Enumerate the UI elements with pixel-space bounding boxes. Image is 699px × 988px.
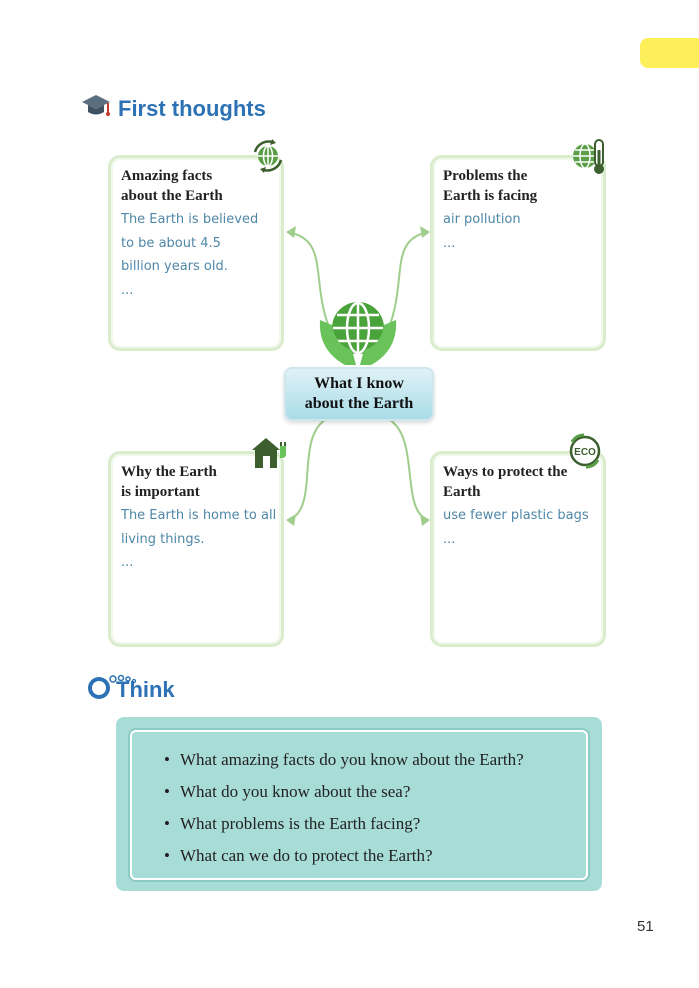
answer-line: ... (443, 531, 456, 547)
think-questions-frame (130, 730, 588, 880)
answer-line: The Earth is home to all (121, 508, 277, 523)
box-amazing-facts (108, 155, 284, 351)
box-title: Amazing facts about the Earth (121, 168, 223, 204)
box-answers (121, 208, 286, 302)
connector-bottom-right (390, 420, 428, 520)
think-question-list (132, 744, 524, 872)
arrowhead-bottom-right (420, 514, 430, 526)
box-title: Why the Earth is important (121, 464, 217, 500)
globe-thermometer-icon (570, 138, 608, 181)
box-answers (443, 208, 608, 255)
recycle-globe-icon (250, 138, 286, 179)
think-question: • What can we do to protect the Earth? (180, 840, 524, 872)
box-title: Ways to protect the Earth (443, 464, 568, 500)
center-topic-label: What I know about the Earth (284, 367, 434, 421)
box-problems (430, 155, 606, 351)
answer-line: ... (121, 555, 134, 570)
answer-line: The Earth is believed (121, 212, 259, 227)
answer-line: air pollution (443, 212, 521, 227)
box-why-important (108, 451, 284, 647)
answer-line: billion years old. (121, 259, 228, 274)
answer-line: ... (443, 235, 456, 251)
answer-line: use fewer plastic bags (443, 508, 589, 523)
eco-house-icon (250, 436, 290, 475)
arrowhead-top-left (286, 226, 296, 238)
connector-bottom-left (288, 420, 325, 520)
arrowhead-bottom-left (286, 514, 296, 526)
connector-top-left (288, 232, 330, 330)
think-title: Think (116, 677, 175, 702)
answer-line: ... (121, 282, 134, 298)
box-title: Problems the Earth is facing (443, 168, 538, 204)
connector-top-right (388, 232, 428, 330)
think-questions-panel (116, 717, 602, 891)
arrowhead-top-right (420, 226, 430, 238)
think-heading (86, 672, 175, 708)
eco-badge-icon (566, 432, 604, 475)
think-question: • What problems is the Earth facing? (180, 808, 524, 840)
think-question: • What do you know about the sea? (180, 776, 524, 808)
hands-holding-globe-icon (320, 302, 396, 365)
box-answers (443, 504, 608, 551)
svg-text:ECO: ECO (574, 447, 596, 458)
think-question: • What amazing facts do you know about the Earth? (180, 744, 524, 776)
box-ways-to-protect (430, 451, 606, 647)
box-answers (121, 504, 286, 575)
answer-line: living things. (121, 531, 205, 547)
answer-line: to be about 4.5 (121, 235, 221, 251)
first-thoughts-title: First thoughts (118, 96, 266, 121)
page-number: 51 (637, 918, 654, 935)
